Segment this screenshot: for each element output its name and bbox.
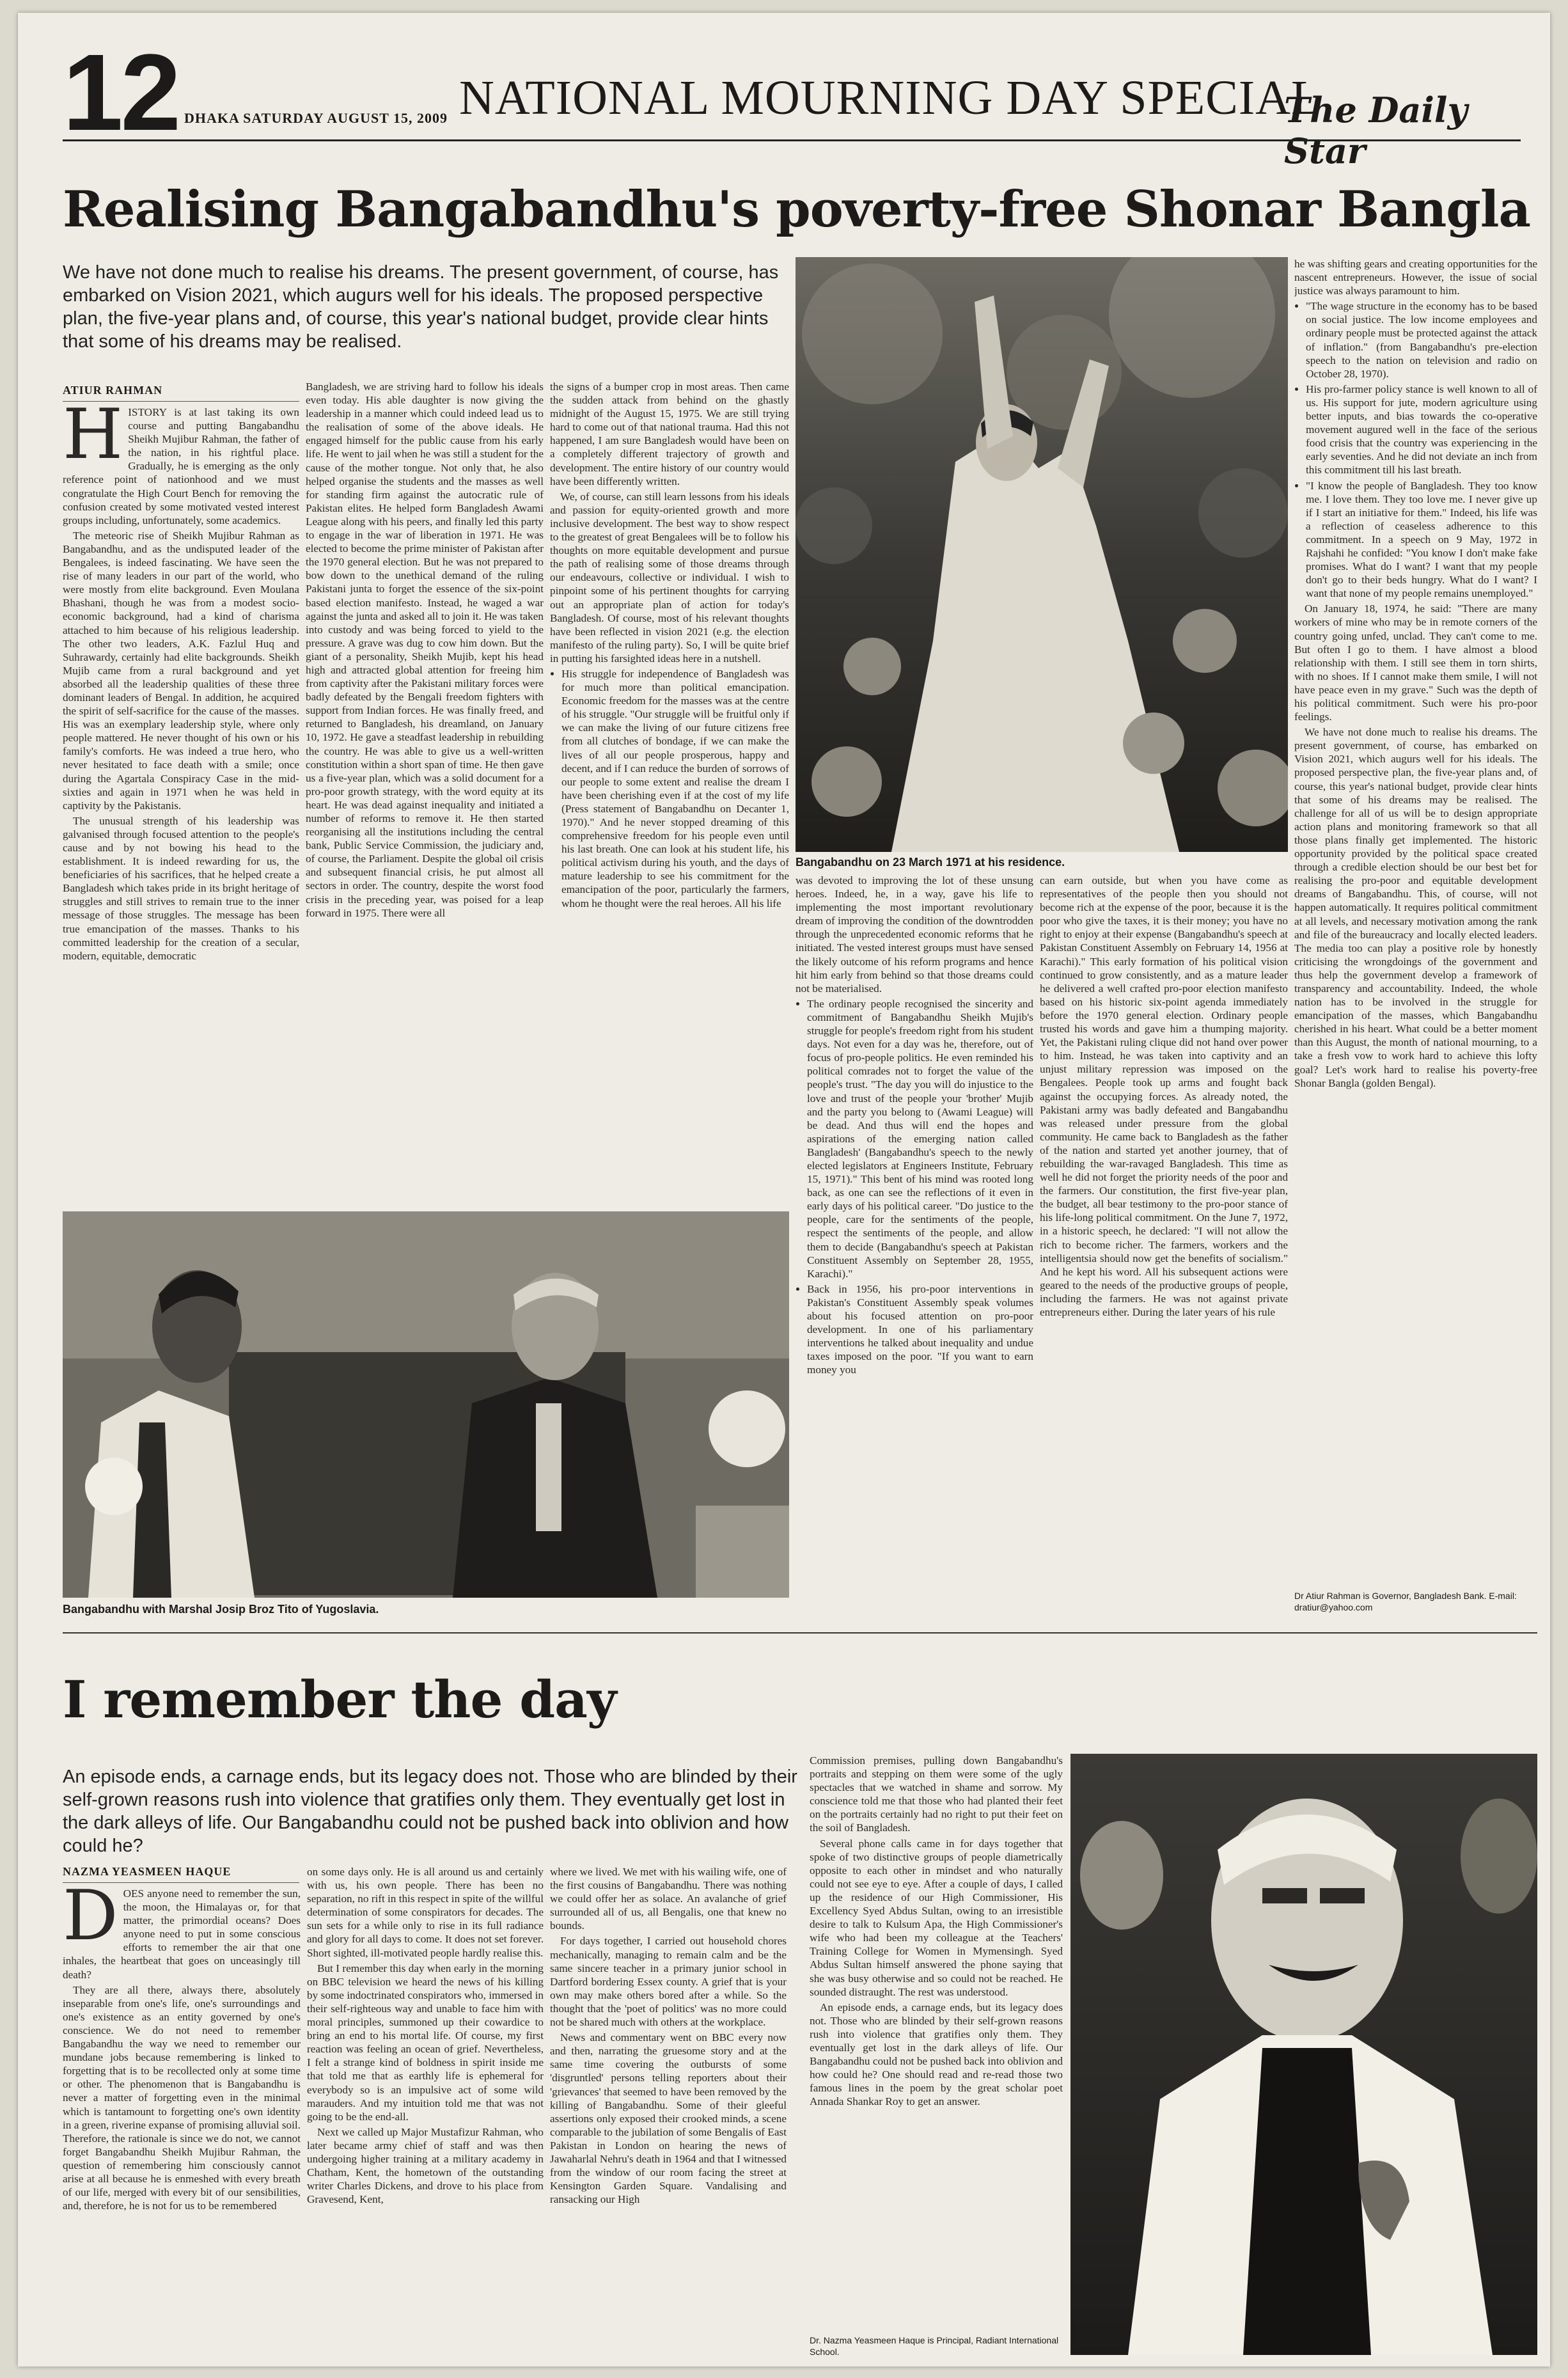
article1-column-2	[306, 380, 544, 1205]
paragraph: where we lived. We met with his wailing wife, one of the first cousins of Bangabandhu. There was nothing we could offer her as solace. An avalanche of grief surrounded all of us, all Bengalis, one that knew no bounds.	[550, 1866, 787, 1932]
photo-bangabandhu-residence	[796, 257, 1288, 852]
bullet-item: • His pro-farmer policy stance is well known to all of us. His support for jute, modern agriculture using better inputs, and bias towards the co-operative movement augured well in the face of the serious food crisis that the country was experiencing in the early seventies. And he did not deviate an inch from this commitment till his last breath.	[1306, 382, 1537, 477]
article1-deck: We have not done much to realise his dreams. The present government, of course, has embarked on Vision 2021, which augurs well for his ideals. The proposed perspective plan, the five-year plans and, of course, this year's national budget, provide clear hints that some of his dreams may be realised.	[63, 262, 779, 352]
photo-crowd-image	[796, 257, 1288, 852]
bullet-list	[796, 997, 1033, 1377]
article2-column-4	[810, 1754, 1063, 2329]
paragraph: OES anyone need to remember the sun, the moon, the Himalayas or, for that matter, the primordial oceans? Does anyone need to put in some conscious efforts to remember the air that one inhales, the heartbeat that goes on unceasingly till death?	[63, 1887, 301, 1981]
paragraph: was devoted to improving the lot of these unsung heroes. Indeed, he, in a way, gave his life to implementing the most important revolutionary dream of improving the condition of the downtrodden through the unprecedented economic reforms that he initiated. The vested interest groups must have sensed the likely outcome of his reform programs and hence hit him early from behind so that those dreams could not be materialised.	[796, 874, 1033, 995]
article1-dropcap: H	[63, 406, 123, 475]
article2-headline: I remember the day	[63, 1669, 616, 1729]
paragraph: Next we called up Major Mustafizur Rahman, who later became army chief of staff and was then undergoing higher training at a military academy in Chatham, Kent, the hometown of the outstanding writer Charles Dickens, and drove to his place from Gravesend, Kent,	[307, 2125, 544, 2206]
article1-column-1	[63, 406, 299, 1205]
paragraph: Commission premises, pulling down Bangabandhu's portraits and stepping on them were some of the ugly spectacles that we watched in shame and sorrow. My conscience told me that those who had planted their feet on the portraits certainly had no right to put their feet on the soil of Bangladesh.	[810, 1754, 1063, 1834]
bullet-item: • The ordinary people recognised the sincerity and commitment of Bangabandhu Sheikh Mujib's struggle for people's freedom right from his student days. Not even for a day was he, therefore, out of focus of pro-people politics. He even reminded his political comrades not to forget the value of the people's trust. "The day you will do injustice to the love and trust of the people your 'brother' Mujib and the party you belong to (Awami League) will be dead. And thus will end the hopes and aspirations of the emerging nation called Bangladesh' (Bangabandhu's speech to the newly elected legislators at Engineers Institute, February 15, 1971)." This bent of his mind was rooted long back, as one can see the reflections of it even in early days of his political career. "Do justice to the people, care for the sentiments of the people, respect the sentiments of the people, and allow them to decide (Bangabandhu's speech at Pakistan Constituent Assembly on September 28, 1955, Karachi)."	[807, 997, 1033, 1280]
paragraph: ISTORY is at last taking its own course and putting Bangabandhu Sheikh Mujibur Rahman, the father of the nation, in his rightful place. Gradually, he is emerging as the only reference point of nationhood and we must congratulate the High Court Bench for removing the confusion created by some motivated vested interest groups including, unfortunately, some academics.	[63, 406, 299, 526]
paragraph: on some days only. He is all around us and certainly with us, his own people. There has been no separation, no rift in this respect in spite of the willful determination of some conspirators for decades. The sun sets for a while only to rise in its full radiance and glory for all days to come. It does not set forever. Short sighted, ill-motivated people hardly realise this.	[307, 1866, 544, 1959]
bullet-list	[550, 667, 789, 910]
page-number: 12	[63, 32, 179, 154]
photo-bangabandhu-portrait	[1070, 1754, 1537, 2355]
newspaper-logo: The Daily Star	[1284, 90, 1468, 171]
bullet-item: • "The wage structure in the economy has to be based on social justice. The low income employees and ordinary people must be protected against the attack of inflation." (from Bangabandhu's pre-election speech to the nation on television and radio on October 28, 1970).	[1306, 299, 1537, 381]
photo2-caption: Bangabandhu with Marshal Josip Broz Tito of Yugoslavia.	[63, 1603, 379, 1616]
photo-with-tito	[63, 1211, 789, 1598]
article2-author-note: Dr. Nazma Yeasmeen Haque is Principal, Radiant International School.	[810, 2335, 1059, 2357]
paragraph: On January 18, 1974, he said: "There are many workers of mine who may be in remote corners of the country going unfed, unclad. They can't come to me. But often I go to them. I have almost a blood relationship with them. I still see them in torn shirts, with no shoes. If I cannot make them smile, I will not have peace even in my grave." Such was the depth of his political commitment. Such were his pro-poor feelings.	[1294, 602, 1537, 723]
paragraph: We, of course, can still learn lessons from his ideals and passion for equity-oriented growth and more inclusive development. The best way to show respect to the greatest of great Bengalees will be to follow his thoughts on more equitable development and pursue the path of realising some of those dreams through our endeavours, collective or individual. I wish to pinpoint some of his pertinent thoughts for carrying out an appropriate plan of action for today's Bangladesh. Of course, most of his relevant thoughts have been reflected in vision 2021 (e.g. the election manifesto of the ruling party). So, I will be quite brief in putting his farsighted ideas here in a nutshell.	[550, 490, 789, 665]
newspaper-page	[18, 13, 1550, 2366]
article2-column-3	[550, 1865, 787, 2360]
masthead-rule	[63, 139, 1521, 141]
article1-column-6	[1294, 257, 1537, 1585]
article1-column-4	[796, 874, 1033, 1622]
article1-column-3	[550, 380, 789, 1205]
paragraph: can earn outside, but when you have come as representatives of the people then you should not become rich at the expense of the poor, because it is the poor who give the taxes, it is their money; you have no right to enjoy at their expense (Bangabandhu's speech at Pakistan Constituent Assembly on February 14, 1956 at Karachi)." This early formation of his political vision continued to grow consistently, and as a mature leader he delivered a well crafted pro-poor election manifesto based on his historic six-point agenda immediately before the 1970 general election. Ordinary people trusted his words and gave him a thumping majority. Yet, the Pakistani ruling clique did not hand over power to him. Instead, he was taken into captivity and an unjust military repression was imposed on the Bengalees. People took up arms and fought back against the occupying forces. As already noted, the Pakistani army was badly defeated and Bangabandhu was released under pressure from the global community. He came back to Bangladesh as the father of the nation and started yet another journey, that of rebuilding the war-ravaged Bangladesh. This time as well he did not forget the priority needs of the poor and the farmers. Our constitution, the first five-year plan, the budget, all bear testimony to the pro-poor stance of his life-long political commitment. On the June 7, 1972, in a historic speech, he declared: "I will not allow the rich to become richer. The farmers, workers and the intelligentsia should now get the benefits of socialism." And he kept his word. All his subsequent actions were geared to the needs of the productive groups of people, including the farmers. He was not against private entrepreneurs either. During the later years of his rule	[1040, 874, 1288, 1318]
article2-column-2	[307, 1865, 544, 2360]
dateline: DHAKA SATURDAY AUGUST 15, 2009	[184, 110, 448, 126]
bullet-item: • "I know the people of Bangladesh. They too know me. I love them. They too love me. I never give up if I start an initiative for them." Indeed, his life was a reflection of ceaseless adherence to this commitment. In a speech on 9 May, 1972 in Rajshahi he confided: "You know I don't make fake promises. What do I want? I want that my people don't go to their beds hungry. What do I want? I want that none of my people remains unemployed."	[1306, 479, 1537, 601]
paragraph: We have not done much to realise his dreams. The present government, of course, has embarked on Vision 2021, which augurs well for his ideals. The proposed perspective plan, the five-year plans and, of course, this year's national budget, provide clear hints that some of his dreams may be realised. The challenge for all of us will be to design appropriate action plans and monitoring framework so that all those plans finally get implemented. The historic opportunity provided by the political space created through a credible election should be our best bet for realising the pro-poor and equitable development dreams of Bangabandhu. This, of course, will not happen automatically. It requires political commitment at all levels, and necessary motivation among the rank and file of the bureaucracy and locally elected leaders. The media too can play a positive role by honestly criticising the wrongdoings of the government and thus help the government develop a framework of transparency and accountability. Indeed, the whole nation has to be involved in the struggle for emancipation of the masses, which Bangabandhu cherished in his heart. What could be a better moment than this August, the month of national mourning, to a take a fresh vow to work hard to achieve this lofty goal? Let's work hard to realise his poverty-free Shonar Bangla (golden Bengal).	[1294, 726, 1537, 1089]
paragraph: News and commentary went on BBC every now and then, narrating the gruesome story and at the same time covering the outbursts of some 'disgruntled' persons telling reporters about their 'grievances' that seemed to have been removed by the killing of Bangabandhu. Some of their gleeful assertions only exposed their crooked minds, a scene comparable to the jubilation of some Bengalis of East Pakistan in London on hearing the news of Jawaharlal Nehru's death in 1964 and that I witnessed from the window of our room facing the street at Kensington Garden Square. Vandalising and ransacking our High	[550, 2031, 787, 2206]
photo-meeting-image	[63, 1211, 789, 1598]
paragraph: An episode ends, a carnage ends, but its legacy does not. Those who are blinded by their self-grown reasons rush into violence that gratifies only them. They eventually get lost in the dark alleys of life. Our Bangabandhu could not be pushed back into oblivion and how could he? One should read and re-read those two famous lines in the poem by the great scholar poet Annada Shankar Roy to get an answer.	[810, 2001, 1063, 2108]
article1-column-5	[1040, 874, 1288, 1622]
article2-dropcap: D	[63, 1887, 118, 1956]
paragraph: But I remember this day when early in the morning on BBC television we heard the news of his killing by some indoctrinated conspirators who, immersed in their self-righteous way and unable to face him with moral principles, summoned up their cowardice to bring an end to his mortal life. Of course, my first reaction was feeling an ocean of grief. Nevertheless, I felt a strange kind of boldness in spirit inside me that told me that as earthly life is ephemeral for everybody so is an impulsive act of some wild marauders. And my intuition told me that was not going to be the end-all.	[307, 1962, 544, 2123]
article-divider	[63, 1632, 1537, 1634]
paragraph: The meteoric rise of Sheikh Mujibur Rahman as Bangabandhu, and as the undisputed leader of the Bengalees, is indeed fascinating. We have seen the rise of many leaders in our part of the world, who were mostly from elite background. Even Moulana Bhashani, though he was from a modest socio-economic background, had a kind of charisma attached to him because of his religious leadership. The other two leaders, A.K. Fazlul Huq and Suhrawardy, certainly had elite backgrounds. Sheikh Mujib came from a rural background and yet absorbed all the leadership qualities of these three dominant leaders of Bengal. In addition, he acquired the spirit of self-sacrifice for the cause of the masses. His was an exemplary leadership style, where only people mattered. He never thought of his own or his family's comforts. He was indeed a true hero, who never hesitated to face death with a smile; once during the Agartala Conspiracy Case in the mid-sixties and again in 1971 when he was held in captivity by the Pakistanis.	[63, 529, 299, 812]
photo1-caption: Bangabandhu on 23 March 1971 at his residence.	[796, 856, 1065, 869]
article2-deck: An episode ends, a carnage ends, but its legacy does not. Those who are blinded by their self-grown reasons rush into violence that gratifies only them. They eventually get lost in the dark alleys of life. Our Bangabandhu could not be pushed back into oblivion and how could he?	[63, 1767, 797, 1856]
section-title: NATIONAL MOURNING DAY SPECIAL	[459, 71, 1322, 125]
paragraph: the signs of a bumper crop in most areas. Then came the sudden attack from behind on the ghastly midnight of the August 15, 1975. We are still trying hard to come out of that national trauma. Had this not happened, I am sure Bangladesh would have been on a completely different trajectory of growth and development. The entire history of our country would have been differently written.	[550, 381, 789, 487]
article1-byline: ATIUR RAHMAN	[63, 384, 299, 402]
article1-headline: Realising Bangabandhu's poverty-free Shonar Bangla	[63, 180, 1530, 239]
article2-byline: NAZMA YEASMEEN HAQUE	[63, 1865, 299, 1883]
paragraph: he was shifting gears and creating opportunities for the nascent entrepreneurs. However, the issue of social justice was always paramount to him.	[1294, 258, 1537, 297]
paragraph: Bangladesh, we are striving hard to follow his ideals even today. His able daughter is now giving the leadership in a manner which could indeed lead us to the realisation of some of the above ideals. He engaged himself for the public cause from his early life. He went to jail when he was still a student for the cause of the mother tongue. Not only that, he also helped organise the students and the masses as well for standing firm against the autocratic rule of Pakistan elites. He helped form Bangladesh Awami League along with his peers, and finally led this party to engage in the war of liberation in 1971. He was elected to become the prime minister of Pakistan after the 1970 general election. But he was not prepared to bow down to the unethical demand of the ruling Pakistani junta to forget the essence of the six-point based election manifesto. Instead, he waged a war against the junta and asked all to join it. He was taken into custody and was being forced to yield to the pressure. A grave was dug to cow him down. But the giant of a personality, Sheikh Mujib, kept his head high and attracted global attention for freeing him from captivity after the Pakistani military forces were badly defeated by the Bengali freedom fighters with support from Indian forces. He was finally freed, and returned to Bangladesh, his dreamland, on January 10, 1972. He gave a steadfast leadership in rebuilding the country. He was able to give us a well-written constitution within a short span of time. He then gave us a five-year plan, which was a solid document for a pro-poor growth strategy, with the word equity at its heart. He was dead against inequality and initiated a number of reforms to remove it. He then started reorganising all the institutions including the central bank, Public Service Commission, the judiciary and, of course, the Parliament. Despite the global oil crisis and subsequent financial crisis, he put almost all sectors in order. The country, despite the worst food crisis in the preceding year, was poised for a leap forward in 1975. There were all	[306, 381, 544, 919]
photo-portrait-image	[1070, 1754, 1537, 2355]
article1-author-note: Dr Atiur Rahman is Governor, Bangladesh Bank. E-mail: dratiur@yahoo.com	[1294, 1591, 1517, 1612]
bullet-item: • Back in 1956, his pro-poor interventions in Pakistan's Constituent Assembly speak volumes about his focused attention on pro-poor development. In one of his parliamentary interventions he talked about inequality and undue taxes imposed on the poor. "If you want to earn money you	[807, 1282, 1033, 1377]
paragraph: The unusual strength of his leadership was galvanised through focused attention to the people's cause and by not bowing his head to the establishment. It is indeed rewarding for us, the beneficiaries of his sacrifices, that he helped create a Bangladesh which takes pride in its bright heritage of struggles and still strives to remain true to the inner message of those struggles. The message has been true emancipation of the masses. Thanks to his committed leadership for the creation of a secular, modern, equitable, democratic	[63, 814, 299, 962]
paragraph: For days together, I carried out household chores mechanically, managing to remain calm and be the same sincere teacher in a primary junior school in Dartford bordering Essex county. A grief that is your own may make others bored after a while. So the thought that the 'poet of politics' was no more could not be shared much with others at the workplace.	[550, 1935, 787, 2029]
bullet-list	[1294, 299, 1537, 600]
article2-column-1	[63, 1887, 301, 2360]
paragraph: They are all there, always there, absolutely inseparable from one's life, one's surroundings and one's existence as an entity governed by one's conscience. We do not need to remember Bangabandhu the way we need to remember our mundane jobs because remembering is linked to forgetting that is to be recollected only at some time or other. The phenomenon that is Bangabandhu is never a matter of forgetting even in the minimal which is tantamount to forgetting one's own identity in a green, riverine expanse of promising alluvial soil. Therefore, the rationale is since we do not, we cannot forget Bangabandhu Sheikh Mujibur Rahman, the question of remembering him consciously cannot arise at all because he is enmeshed with every breath of our life, merged with every bit of our sensibilities, and, therefore, he is not for us to be remembered	[63, 1983, 301, 2212]
paragraph: Several phone calls came in for days together that spoke of two distinctive groups of people diametrically opposite to each other in mindset and who naturally could not see eye to eye. After a couple of days, I called up the residence of our High Commissioner, His Excellency Syed Abdus Sultan, owing to an irresistible desire to talk to Kulsum Apa, the High Commissioner's wife who had been my colleague at the Teachers' Training College for Women in Mymensingh. Syed Abdus Sultan himself answered the phone saying that she was busy otherwise and so could not be reached. He sounded distraught. The rest was understood.	[810, 1837, 1063, 1998]
bullet-item: • His struggle for independence of Bangladesh was for much more than political emancipation. Economic freedom for the masses was at the centre of his struggle. "Our struggle will be fruitful only if we can make the living of our future citizens free from all clutches of bondage, if we can make the lives of all our people prosperous, happy and decent, and if I can reduce the burden of sorrows of our people to some extent and realise the dream I have been cherishing even if at the cost of my life (Press statement of Bangabandhu on Decanter 1, 1970)." And he never stopped dreaming of this comprehensive freedom for his people even until his last breath. One can look at his student life, his political activism during his youth, and the days of mature leadership to see his commitment for the emancipation of the poor, particularly the farmers, whom he thought were the real heroes. All his life	[561, 667, 789, 910]
